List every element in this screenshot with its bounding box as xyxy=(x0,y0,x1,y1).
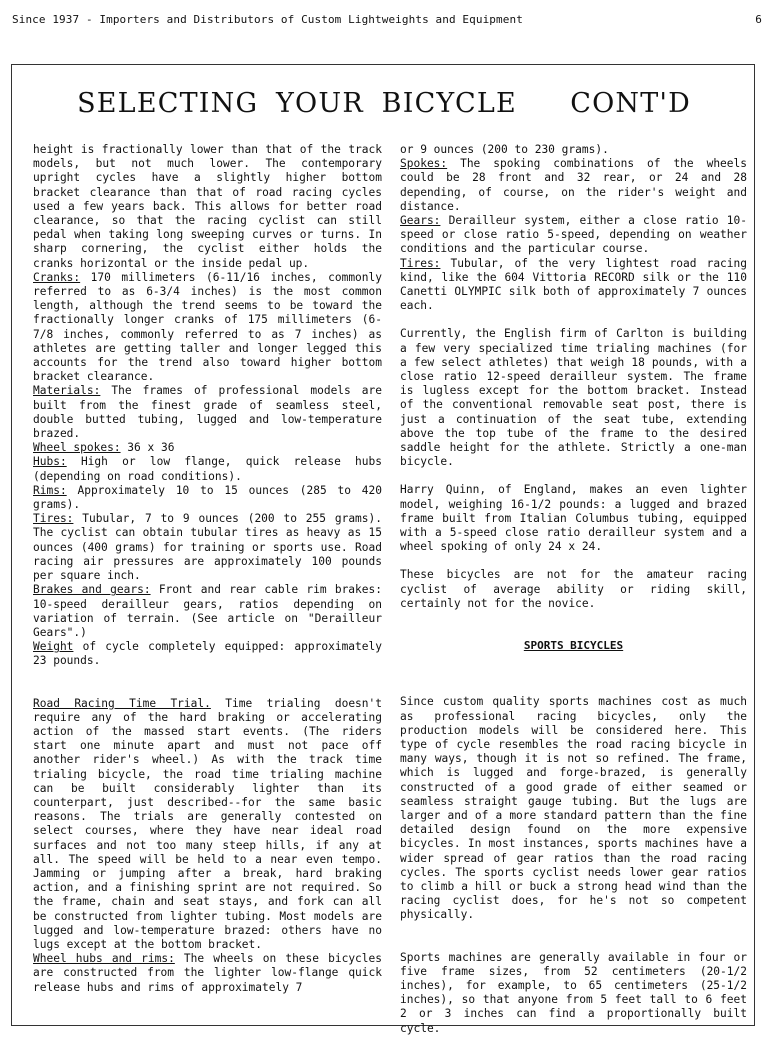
wheel-hubs-text: The wheels on these bicycles are constructed from the lighter low-flange quick release hubs and rims of approximately 7 xyxy=(33,952,383,994)
paragraph-spokes xyxy=(400,157,747,214)
paragraph-cranks xyxy=(33,271,382,385)
brakes-text: Front and rear cable rim brakes: 10-speed derailleur gears, ratios depending on variation of terrain. (See article on "Derailleur Gears".) xyxy=(33,583,382,639)
tires-label: Tires: xyxy=(33,512,74,526)
paragraph-weight xyxy=(33,640,382,668)
cranks-text: 170 millimeters (6-11/16 inches, commonly referred to as 6-3/4 inches) is the most common length, although the trend seems to be toward the fractionally longer cranks of 175 millimeters (6-7/8 inches, commonly referred to as 7 inches) as athletes are getting taller and longer legged this accounts for the trend also toward higher bottom bracket clearance. xyxy=(33,270,382,384)
paragraph-brakes xyxy=(33,583,382,640)
spokes-text: The spoking combinations of the wheels could be 28 front and 32 rear, or 24 and 28 depending, of course, on the rider's weight and distance. xyxy=(400,157,747,213)
paragraph-wheel-hubs xyxy=(33,952,382,995)
paragraph-amateur: These bicycles are not for the amateur racing cyclist of average ability or riding skill, certainly not for the novice. xyxy=(400,568,747,610)
paragraph-gears xyxy=(400,214,747,257)
gears-text: Derailleur system, either a close ratio 10-speed or close ratio 5-speed, depending on weather conditions and the particular course. xyxy=(400,214,747,256)
paragraph-hubs xyxy=(33,455,382,483)
wheel-spokes-text: 36 x 36 xyxy=(120,441,175,455)
paragraph-ounces: or 9 ounces (200 to 230 grams). xyxy=(400,143,609,156)
rims-text: Approximately 10 to 15 ounces (285 to 420 grams). xyxy=(33,483,382,512)
rims-label: Rims: xyxy=(33,483,67,497)
paragraph-carlton: Currently, the English firm of Carlton is building a few very specialized time trialing machines (for a few select athletes) that weigh 18 pounds, with a close ratio 12-speed derailleur system. The frame is lugless except for the bottom bracket. Instead of the conventional removable seat post, there is just a continuation of the seat tube, extending above the top tube of the frame to the desired saddle height for the athlete. Strictly a one-man bicycle. xyxy=(400,327,747,469)
weight-text: of cycle completely equipped: approximately 23 pounds. xyxy=(33,640,382,668)
gears-label: Gears: xyxy=(400,214,441,228)
paragraph-intro: height is fractionally lower than that of the track models, but not much lower. The contemporary upright cycles have a slightly higher bottom bracket clearance than that of road racing cycles used a few years back. This allows for better road clearance, so that the racing cyclist can still pedal when taking long sweeping curves or turns. In sharp cornering, the cyclist either holds the cranks horizontal or the inside pedal up. xyxy=(33,143,382,270)
right-column xyxy=(400,143,747,1036)
cranks-label: Cranks: xyxy=(33,270,81,284)
paragraph-sports-1: Since custom quality sports machines cost as much as professional racing bicycles, only the production models will be considered here. This type of cycle resembles the road racing bicycle in many ways, though it is not so refined. The frame, which is lugged and forge-brazed, is generally constructed of a good grade of either seamed or seamless straight gauge tubing. But the lugs are larger and of a more standard pattern than the fine detailed design found on the more expensive bicycles. In most instances, sports machines have a wider spread of gear ratios than the road racing cycles. The sports cyclist needs lower gear ratios to climb a hill or buck a strong head wind than the racing cyclist does, for he's not so competent physically. xyxy=(400,695,747,922)
header-text: Since 1937 - Importers and Distributors of Custom Lightweights and Equipment xyxy=(12,13,523,26)
paragraph-sports-2: Sports machines are generally available in four or five frame sizes, from 52 centimeters (20-1/2 inches), for example, to 65 centimeters (25-1/2 inches), so that anyone from 5 feet tall to 6 feet 2 or 3 inches can find a proportionally built cycle. xyxy=(400,950,747,1035)
paragraph-quinn: Harry Quinn, of England, makes an even lighter model, weighing 16-1/2 pounds: a lugged and brazed frame built from Italian Columbus tubing, equipped with a 5-speed close ratio derailleur system and a wheel spoking of only 24 x 24. xyxy=(400,483,747,554)
time-trial-text: Time trialing doesn't require any of the hard braking or accelerating action of the massed start events. (The riders start one minute apart and must not pace off another rider's wheel.) As with the track time trialing bicycle, the road time trialing machine can be built considerably lighter than its counterpart, just described--for the same basic reasons. The trials are generally contested on select courses, where they have near ideal road surfaces and not too many steep hills, if any at all. The speed will be held to a near even tempo. Jamming or jumping after a break, hard braking action, and a finishing sprint are not required. So the frame, chain and seat stays, and fork can all be constructed from lighter tubing. Most models are lugged and low-temperature brazed: others have no lugs except at the bottom bracket. xyxy=(33,696,383,951)
hubs-label: Hubs: xyxy=(33,455,67,469)
running-header xyxy=(12,12,762,28)
left-column xyxy=(33,143,382,995)
weight-label: Weight xyxy=(33,640,74,654)
paragraph-tires xyxy=(33,512,382,583)
materials-text: The frames of professional models are built from the finest grade of seamless steel, double butted tubing, lugged and low-temperature brazed. xyxy=(33,384,382,441)
tires-road-label: Tires: xyxy=(400,256,441,270)
wheel-hubs-label: Wheel hubs and rims: xyxy=(33,952,175,966)
sports-bicycles-heading: SPORTS BICYCLES xyxy=(523,639,624,653)
brakes-label: Brakes and gears: xyxy=(33,583,151,597)
paragraph-wheel-spokes xyxy=(33,441,382,455)
paragraph-time-trial xyxy=(33,697,382,953)
time-trial-label: Road Racing Time Trial. xyxy=(33,696,211,710)
spokes-label: Spokes: xyxy=(400,157,448,171)
page-title: SELECTING YOUR BICYCLE CONT'D xyxy=(77,88,691,119)
tires-text: Tubular, 7 to 9 ounces (200 to 255 grams). The cyclist can obtain tubular tires as heavy as 15 ounces (400 grams) for training or sports use. Road racing air pressures are approximately 100 pounds per square inch. xyxy=(33,512,382,583)
wheel-spokes-label: Wheel spokes: xyxy=(33,441,121,455)
materials-label: Materials: xyxy=(33,384,101,398)
paragraph-tires-road xyxy=(400,257,747,314)
page-number: 6 xyxy=(755,13,762,26)
paragraph-rims xyxy=(33,484,382,512)
hubs-text: High or low flange, quick release hubs (depending on road conditions). xyxy=(33,455,382,483)
tires-road-text: Tubular, of the very lightest road racing kind, like the 604 Vittoria RECORD silk or the 110 Canetti OLYMPIC silk both of approximately 7 ounces each. xyxy=(400,256,747,313)
paragraph-materials xyxy=(33,384,382,441)
